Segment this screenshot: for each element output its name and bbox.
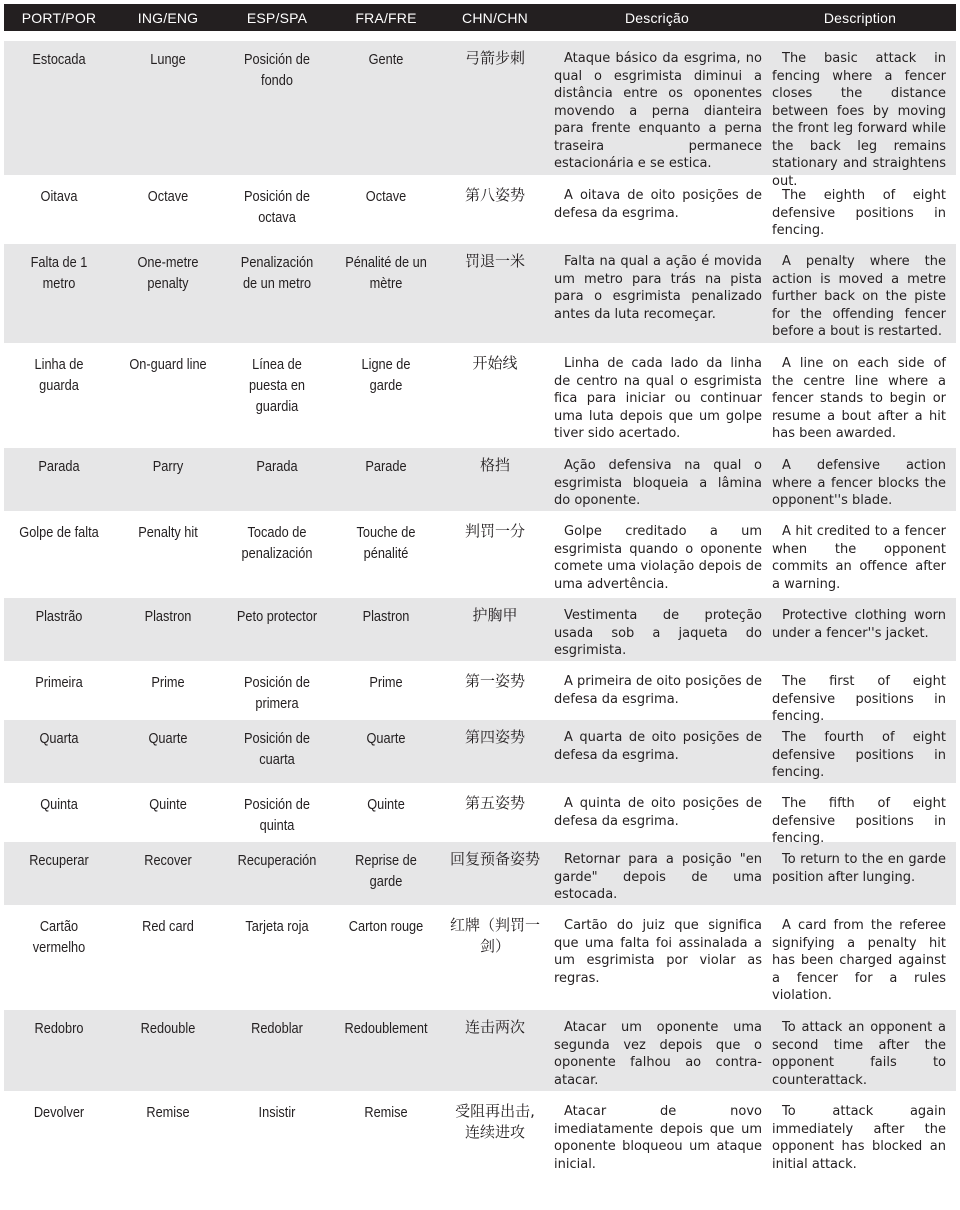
cell-eng: Quarte — [148, 731, 188, 747]
table-row — [4, 664, 956, 724]
table-row — [4, 720, 956, 786]
cell-port: Recuperar — [29, 853, 89, 869]
header-row — [4, 4, 956, 31]
cell-descricao: Falta na qual a ação é movida um metro para trás na pista para o esgrimista penalizado antes da luta recomeçar. — [554, 254, 762, 322]
cell-port: Golpe de falta — [19, 525, 99, 541]
header-gap — [4, 31, 956, 41]
cell-esp: Tocado de penalización — [241, 525, 313, 562]
cell-description: To return to the en garde position after lunging. — [772, 852, 946, 885]
cell-eng: Octave — [147, 189, 189, 205]
cell-chn: 红牌（判罚一剑） — [449, 916, 540, 955]
cell-description: A line on each side of the centre line where a fencer stands to begin or resume a bout after a hit has been awarded. — [772, 356, 946, 441]
cell-chn: 判罚一分 — [464, 522, 525, 540]
cell-description: The first of eight defensive positions in fencing. — [772, 674, 946, 724]
cell-port: Estocada — [32, 52, 86, 68]
cell-esp: Insistir — [258, 1105, 296, 1121]
cell-fra: Prime — [369, 675, 403, 691]
cell-chn: 受阻再出击, 连续进攻 — [455, 1102, 535, 1141]
table-row — [4, 346, 956, 448]
cell-port: Parada — [38, 459, 80, 475]
cell-descricao: Atacar de novo imediatamente depois que um oponente bloqueou um ataque inicial. — [554, 1104, 762, 1172]
cell-fra: Gente — [368, 52, 404, 68]
header-chn: CHN/CHN — [462, 9, 528, 26]
cell-descricao: Linha de cada lado da linha de centro na qual o esgrimista fica para iniciar ou continuar uma luta depois que um golpe tiver sido acertado. — [554, 356, 762, 441]
cell-eng: On-guard line — [129, 357, 207, 373]
cell-descricao: Cartão do juiz que significa que uma falta foi assinalada a um esgrimista por violar as regras. — [554, 918, 762, 986]
cell-esp: Peto protector — [236, 609, 318, 625]
cell-fra: Quarte — [366, 731, 406, 747]
cell-port: Quinta — [40, 797, 78, 813]
cell-chn: 第一姿势 — [464, 672, 525, 690]
cell-esp: Tarjeta roja — [245, 919, 309, 935]
cell-description: A defensive action where a fencer blocks the opponent''s blade. — [772, 458, 946, 508]
cell-descricao: A quinta de oito posições de defesa da esgrima. — [554, 796, 762, 829]
table-row — [4, 448, 956, 514]
cell-fra: Pénalité de un mètre — [345, 255, 427, 292]
cell-esp: Línea de puesta en guardia — [248, 357, 306, 415]
cell-chn: 护胸甲 — [472, 606, 518, 624]
cell-esp: Posición de fondo — [244, 52, 310, 89]
cell-esp: Posición de quinta — [244, 797, 310, 834]
cell-description: A penalty where the action is moved a metre further back on the piste for the offending fencer before a bout is restarted. — [772, 254, 946, 339]
cell-esp: Posición de cuarta — [244, 731, 310, 768]
table-row — [4, 1094, 956, 1184]
cell-description: The eighth of eight defensive positions in fencing. — [772, 188, 946, 238]
cell-descricao: Ação defensiva na qual o esgrimista bloqueia a lâmina do oponente. — [554, 458, 762, 508]
table-row — [4, 178, 956, 244]
cell-port: Primeira — [35, 675, 83, 691]
header-fra: FRA/FRE — [355, 9, 417, 26]
cell-descricao: Ataque básico da esgrima, no qual o esgrimista diminui a distância entre os oponentes movendo a perna dianteira para frente enquanto a perna traseira permanece estacionária e se estica. — [554, 51, 762, 171]
cell-chn: 罚退一米 — [464, 252, 525, 270]
header-descricao: Descrição — [624, 9, 690, 26]
cell-description: To attack again immediately after the opponent has blocked an initial attack. — [772, 1104, 946, 1172]
table-row — [4, 598, 956, 664]
cell-fra: Ligne de garde — [361, 357, 411, 394]
cell-eng: Redouble — [140, 1021, 196, 1037]
cell-descricao: A quarta de oito posições de defesa da esgrima. — [554, 730, 762, 763]
cell-fra: Plastron — [362, 609, 410, 625]
cell-descricao: A oitava de oito posições de defesa da esgrima. — [554, 188, 762, 221]
cell-port: Falta de 1 metro — [30, 255, 88, 292]
cell-description: The fifth of eight defensive positions in fencing. — [772, 796, 946, 846]
cell-esp: Parada — [256, 459, 298, 475]
table-row — [4, 514, 956, 598]
cell-eng: One-metre penalty — [137, 255, 199, 292]
table-row — [4, 842, 956, 908]
cell-descricao: Vestimenta de proteção usada sob a jaqueta do esgrimista. — [554, 608, 762, 658]
cell-description: A hit credited to a fencer when the opponent commits an offence after a warning. — [772, 524, 946, 592]
cell-description: To attack an opponent a second time after the opponent fails to counterattack. — [772, 1020, 946, 1088]
table-row — [4, 1010, 956, 1094]
table-row — [4, 908, 956, 1010]
cell-description: The fourth of eight defensive positions in fencing. — [772, 730, 946, 780]
cell-chn: 连击两次 — [464, 1018, 525, 1036]
cell-eng: Remise — [146, 1105, 190, 1121]
cell-chn: 第四姿势 — [464, 728, 525, 746]
cell-esp: Penalización de un metro — [240, 255, 314, 292]
cell-esp: Posición de octava — [244, 189, 310, 226]
cell-fra: Carton rouge — [348, 919, 424, 935]
cell-description: A card from the referee signifying a penalty hit has been charged against a fencer for a rules violation. — [772, 918, 946, 1003]
header-eng: ING/ENG — [137, 9, 199, 26]
cell-esp: Recuperación — [237, 853, 317, 869]
cell-eng: Lunge — [150, 52, 186, 68]
table-row — [4, 244, 956, 346]
cell-port: Quarta — [39, 731, 79, 747]
cell-fra: Octave — [365, 189, 407, 205]
cell-port: Plastrão — [35, 609, 83, 625]
table-body — [4, 41, 956, 1184]
table-row — [4, 786, 956, 846]
cell-chn: 第五姿势 — [464, 794, 525, 812]
cell-fra: Touche de pénalité — [356, 525, 416, 562]
cell-port: Redobro — [34, 1021, 84, 1037]
cell-chn: 格挡 — [479, 456, 510, 474]
cell-chn: 第八姿势 — [464, 186, 525, 204]
cell-esp: Posición de primera — [244, 675, 310, 712]
cell-fra: Redoublement — [344, 1021, 428, 1037]
cell-eng: Prime — [151, 675, 185, 691]
cell-descricao: A primeira de oito posições de defesa da esgrima. — [554, 674, 762, 707]
cell-port: Linha de guarda — [34, 357, 84, 394]
header-description: Description — [823, 9, 897, 26]
cell-descricao: Golpe creditado a um esgrimista quando o oponente comete uma violação depois de uma advertência. — [554, 524, 762, 592]
cell-esp: Redoblar — [251, 1021, 303, 1037]
cell-eng: Recover — [144, 853, 192, 869]
cell-chn: 回复预备姿势 — [449, 850, 540, 868]
cell-description: Protective clothing worn under a fencer''s jacket. — [772, 608, 946, 641]
cell-fra: Parade — [365, 459, 407, 475]
cell-fra: Quinte — [367, 797, 405, 813]
cell-chn: 开始线 — [472, 354, 518, 372]
cell-eng: Penalty hit — [138, 525, 198, 541]
cell-eng: Parry — [152, 459, 184, 475]
fencing-glossary-table — [4, 4, 956, 1184]
cell-fra: Remise — [364, 1105, 408, 1121]
cell-port: Oitava — [40, 189, 78, 205]
cell-descricao: Retornar para a posição "en garde" depois de uma estocada. — [554, 852, 762, 902]
cell-chn: 弓箭步刺 — [464, 49, 525, 67]
cell-eng: Plastron — [144, 609, 192, 625]
table-row — [4, 41, 956, 189]
cell-eng: Quinte — [149, 797, 187, 813]
header-esp: ESP/SPA — [246, 9, 308, 26]
cell-description: The basic attack in fencing where a fencer closes the distance between foes by moving the front leg forward while the back leg remains stationary and straightens out. — [772, 51, 946, 189]
cell-port: Devolver — [33, 1105, 85, 1121]
cell-descricao: Atacar um oponente uma segunda vez depois que o oponente falhou ao contra-atacar. — [554, 1020, 762, 1088]
cell-eng: Red card — [142, 919, 194, 935]
cell-port: Cartão vermelho — [32, 919, 86, 956]
header-port: PORT/POR — [21, 9, 97, 26]
cell-fra: Reprise de garde — [355, 853, 417, 890]
